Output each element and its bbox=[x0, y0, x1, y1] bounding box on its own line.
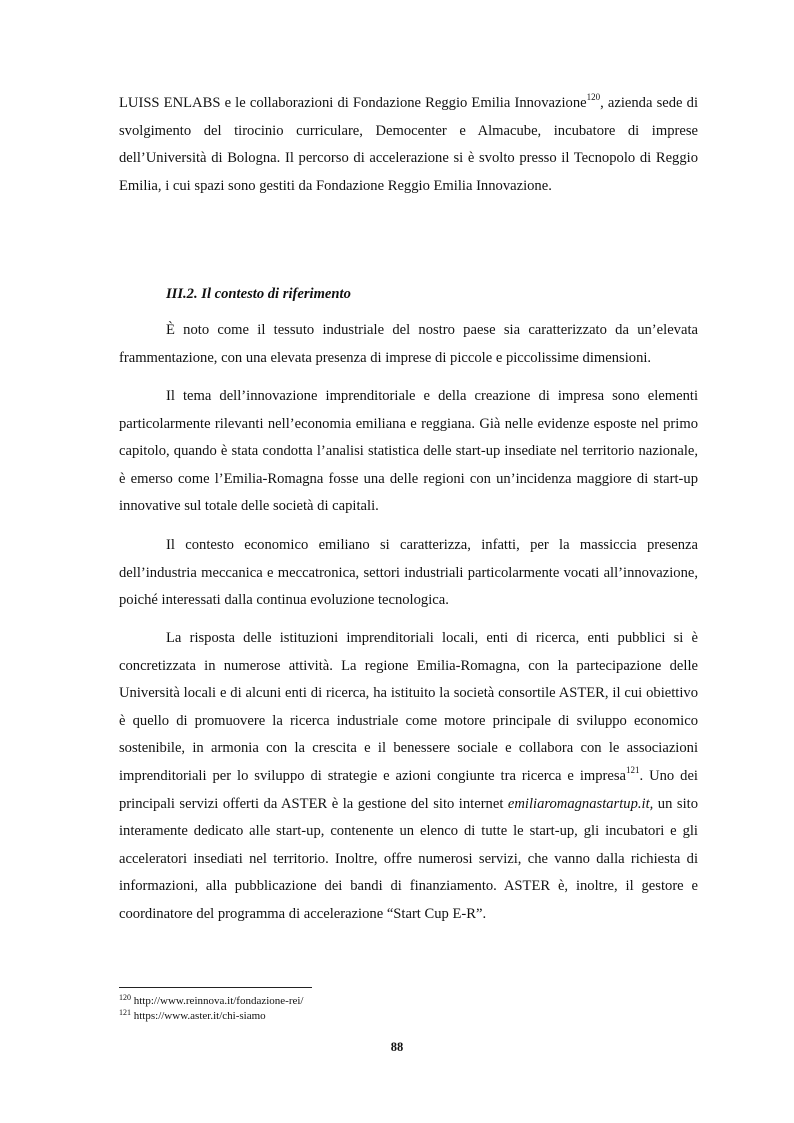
paragraph-text: un sito interamente dedicato alle start-up, contenente un elenco di tutte le start-up, gli incubatori e gli acceleratori insediati nel territorio. Inoltre, offre numerosi servizi, che vanno dalla richiesta di informazioni, alla pubblicazione dei bandi di finanziamento. ASTER è, inoltre, il gestore e coordinatore del programma di accelerazione “Start Cup E-R”. bbox=[119, 795, 698, 922]
footnote-number: 121 bbox=[119, 1008, 131, 1017]
footnote-divider bbox=[119, 987, 312, 988]
paragraph-economic-context: Il contesto economico emiliano si caratterizza, infatti, per la massiccia presenza dell’industria meccanica e meccatronica, settori industriali particolarmente vocati all’innovazione, poiché interessati dalla continua evoluzione tecnologica. bbox=[119, 537, 698, 609]
paragraph-text: , azienda sede di svolgimento del tirocinio curriculare, Democenter e Almacube, incubatore di imprese dell’Università di Bologna. Il percorso di accelerazione si è svolto presso il Tecnopolo di Reggio Emilia, i cui spazi sono gestiti da Fondazione Reggio Emilia Innovazione. bbox=[119, 95, 698, 194]
website-link-text: emiliaromagnastartup.it, bbox=[507, 795, 654, 812]
paragraph-intro-continued bbox=[119, 90, 698, 200]
footnote-121 bbox=[119, 1009, 698, 1024]
paragraph-text: LUISS ENLABS e le collaborazioni di Fondazione Reggio Emilia Innovazione bbox=[119, 95, 587, 111]
paragraph-innovation: Il tema dell’innovazione imprenditoriale e della creazione di impresa sono elementi particolarmente rilevanti nell’economia emiliana e reggiana. Già nelle evidenze esposte nel primo capitolo, quando è stata condotta l’analisi statistica delle start-up insediate nel territorio nazionale, è emerso come l’Emilia-Romagna fosse una delle regioni con un’incidenza maggiore di start-up innovative sul totale delle società di capitali. bbox=[119, 388, 698, 515]
footnote-ref-120[interactable]: 120 bbox=[586, 92, 601, 102]
page-number: 88 bbox=[390, 1040, 404, 1054]
footnote-ref-121[interactable]: 121 bbox=[626, 764, 640, 775]
paragraph-aster bbox=[119, 625, 698, 929]
footnote-url[interactable]: http://www.reinnova.it/fondazione-rei/ bbox=[131, 995, 304, 1007]
paragraph-text: . Uno dei principali servizi offerti da ASTER è la gestione del sito internet bbox=[119, 767, 698, 812]
paragraph-text: La risposta delle istituzioni imprenditoriali locali, enti di ricerca, enti pubblici si è concretizzata in numerose attività. La regione Emilia-Romagna, con la partecipazione delle Università locali e di alcuni enti di ricerca, ha istituito la società consortile ASTER, il cui obiettivo è quello di promuovere la ricerca industriale come motore principale di sviluppo economico sostenibile, in armonia con la crescita e il benessere sociale e collabora con le associazioni imprenditoriali per lo sviluppo di strategie e azioni congiunte tra ricerca e impresa bbox=[119, 630, 698, 784]
section-heading: III.2. Il contesto di riferimento bbox=[166, 286, 351, 302]
footnote-url[interactable]: https://www.aster.it/chi-siamo bbox=[131, 1010, 266, 1022]
paragraph-fragmentation: È noto come il tessuto industriale del nostro paese sia caratterizzato da un’elevata frammentazione, con una elevata presenza di imprese di piccole e piccolissime dimensioni. bbox=[119, 322, 698, 366]
footnote-number: 120 bbox=[119, 993, 131, 1002]
footnotes bbox=[119, 994, 698, 1024]
footnote-120 bbox=[119, 994, 698, 1009]
